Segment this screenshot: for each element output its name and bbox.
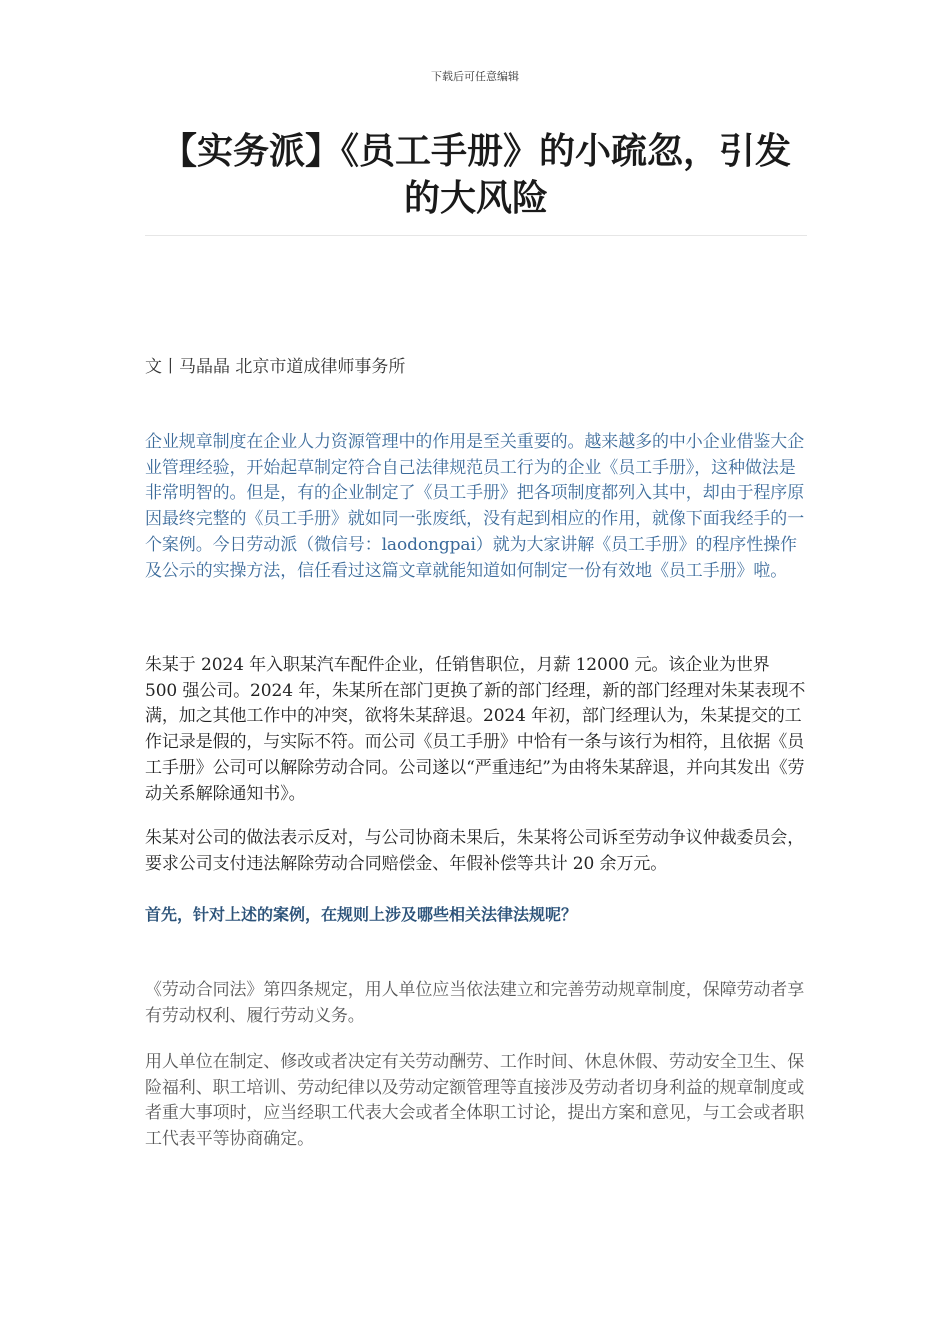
law-paragraph-2: 用人单位在制定、修改或者决定有关劳动酬劳、工作时间、休息休假、劳动安全卫生、保险福利、职工培训、劳动纪律以及劳动定额管理等直接涉及劳动者切身利益的规章制度或者重大事项时，应当经职工代表大会或者全体职工讨论，提出方案和意见，与工会或者职工代表平等协商确定。 [145, 1052, 805, 1150]
case-paragraph-1: 朱某于 2024 年入职某汽车配件企业，任销售职位，月薪 12000 元。该企业为世界 500 强公司。2024 年，朱某所在部门更换了新的部门经理，新的部门经理对朱某表现不满，加之其他工作中的冲突，欲将朱某辞退。2024 年初，部门经理认为，朱某提交的工作记录是假的，与实际不符。而公司《员工手册》中恰有一条与该行为相符，且依据《员工手册》公司可以解除劳动合同。公司遂以“严重违纪”为由将朱某辞退，并向其发出《劳动关系解除通知书》。 [145, 655, 806, 804]
intro-paragraph: 企业规章制度在企业人力资源管理中的作用是至关重要的。越来越多的中小企业借鉴大企业管理经验，开始起草制定符合自己法律规范员工行为的企业《员工手册》，这种做法是非常明智的。但是，有的企业制定了《员工手册》把各项制度都列入其中，却由于程序原因最终完整的《员工手册》就如同一张废纸，没有起到相应的作用，就像下面我经手的一个案例。今日劳动派（微信号：laodongpai）就为大家讲解《员工手册》的程序性操作及公示的实操方法，信任看过这篇文章就能知道如何制定一份有效地《员工手册》啦。 [145, 432, 805, 581]
law-paragraph-1: 《劳动合同法》第四条规定，用人单位应当依法建立和完善劳动规章制度，保障劳动者享有劳动权利、履行劳动义务。 [145, 980, 805, 1026]
question-heading: 首先，针对上述的案例，在规则上涉及哪些相关法律法规呢？ [145, 905, 578, 924]
title-divider [145, 235, 807, 236]
header-note: 下载后可任意编辑 [431, 70, 519, 83]
byline: 文丨马晶晶 北京市道成律师事务所 [145, 357, 406, 377]
article-title: 【实务派】《员工手册》的小疏忽，引发的大风险 [160, 131, 791, 219]
case-paragraph-2: 朱某对公司的做法表示反对，与公司协商未果后，朱某将公司诉至劳动争议仲裁委员会，要求公司支付违法解除劳动合同赔偿金、年假补偿等共计 20 余万元。 [145, 828, 805, 874]
